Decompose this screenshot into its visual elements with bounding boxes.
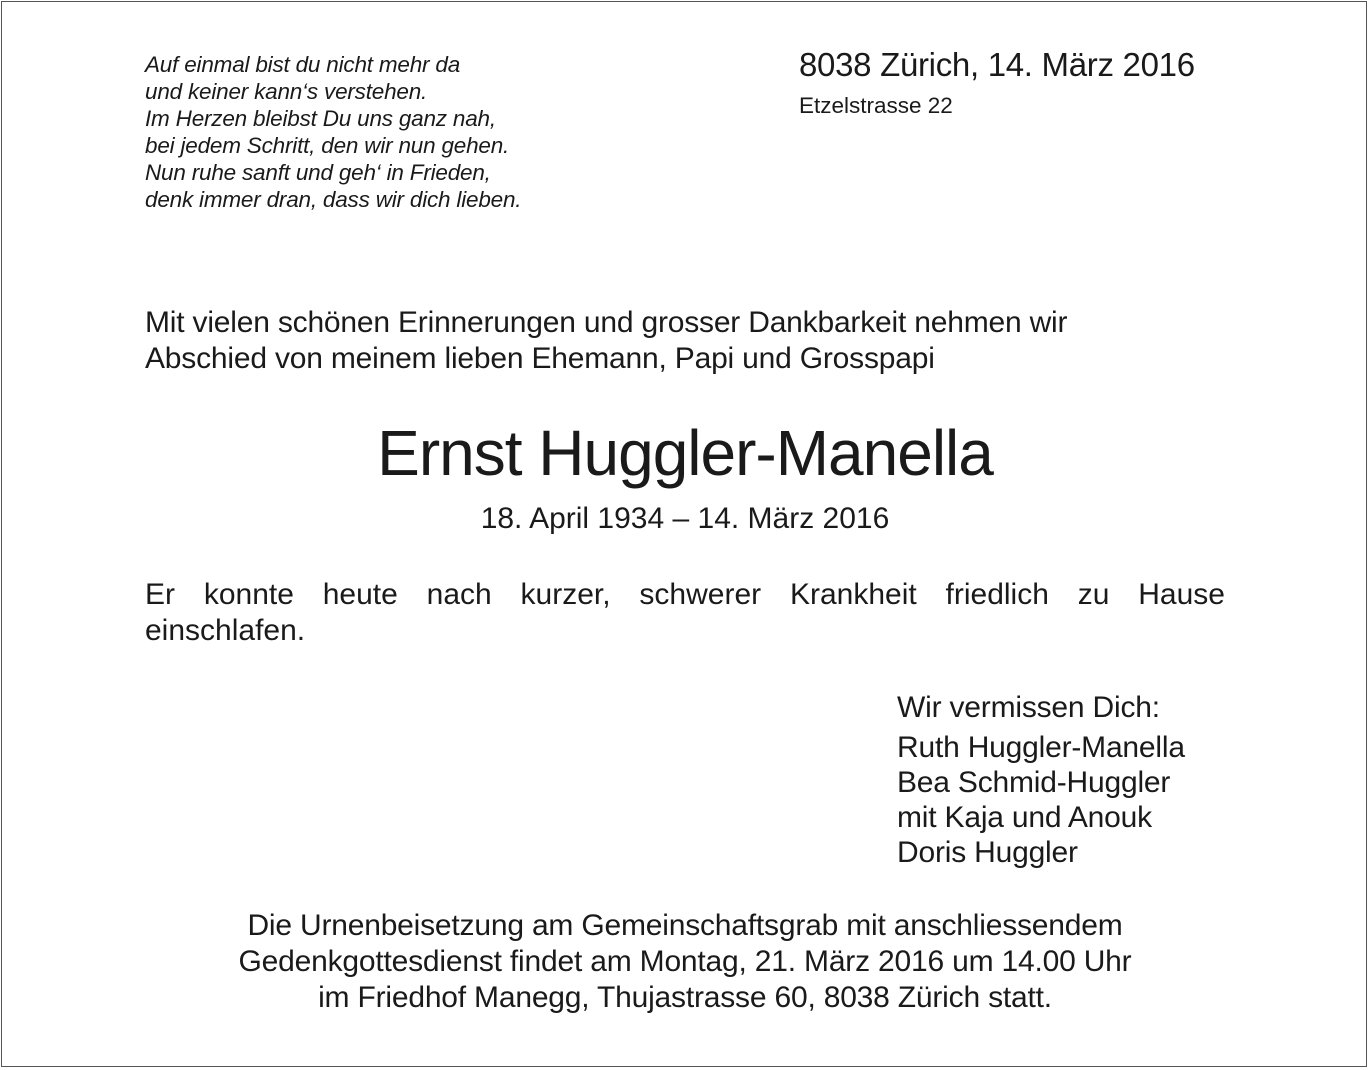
place-and-date: 8038 Zürich, 14. März 2016 [799,46,1195,83]
passing-message [145,577,1225,649]
poem-line: Nun ruhe sanft und geh‘ in Frieden, [145,160,491,185]
intro-text [145,305,1225,377]
ceremony-details [0,908,1370,1016]
family-member: mit Kaja und Anouk [897,801,1152,834]
deceased-name: Ernst Huggler-Manella [377,417,993,489]
ceremony-line: im Friedhof Manegg, Thujastrasse 60, 8038 Zürich statt. [318,981,1052,1014]
memorial-poem [145,51,745,213]
life-dates: 18. April 1934 – 14. März 2016 [480,502,890,535]
poem-line: bei jedem Schritt, den wir nun gehen. [145,133,510,158]
family-member: Ruth Huggler-Manella [897,731,1185,764]
poem-line: Im Herzen bleibst Du uns ganz nah, [145,106,496,131]
street-address: Etzelstrasse 22 [799,93,953,118]
intro-line: Mit vielen schönen Erinnerungen und grosser Dankbarkeit nehmen wir [145,306,1068,339]
ceremony-line: Gedenkgottesdienst findet am Montag, 21. März 2016 um 14.00 Uhr [238,945,1132,978]
poem-line: und keiner kann‘s verstehen. [145,79,428,104]
message-line: Er konnte heute nach kurzer, schwerer Krankheit friedlich zu Hause [145,578,1225,611]
family-member: Doris Huggler [897,836,1078,869]
ceremony-line: Die Urnenbeisetzung am Gemeinschaftsgrab mit anschliessendem [247,909,1123,942]
message-line: einschlafen. [145,614,306,647]
family-heading: Wir vermissen Dich: [897,691,1160,724]
family-member: Bea Schmid-Huggler [897,766,1171,799]
family-signature [897,690,1185,870]
poem-line: Auf einmal bist du nicht mehr da [145,52,461,77]
poem-line: denk immer dran, dass wir dich lieben. [145,187,522,212]
intro-line: Abschied von meinem lieben Ehemann, Papi und Grosspapi [145,342,935,375]
